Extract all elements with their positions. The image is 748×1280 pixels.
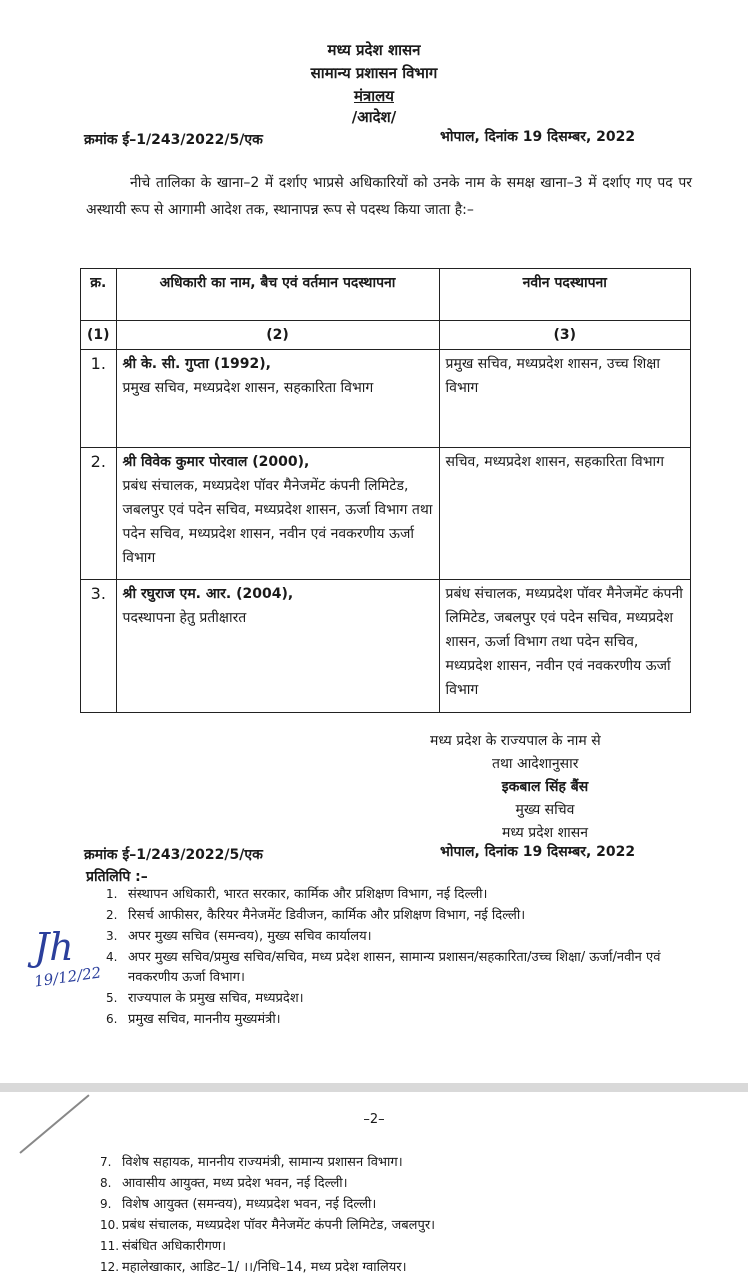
col-number: (3): [439, 321, 690, 350]
col-header-new-posting: नवीन पदस्थापना: [439, 269, 690, 321]
header-ministry: मंत्रालय: [353, 87, 394, 105]
signatory-name: इकबाल सिंह बैंस: [501, 779, 589, 795]
posting-table: [80, 268, 691, 713]
list-item: 1. संस्थापन अधिकारी, भारत सरकार, कार्मिक और प्रशिक्षण विभाग, नई दिल्ली।: [106, 887, 488, 902]
list-item: 5. राज्यपाल के प्रमुख सचिव, मध्यप्रदेश।: [106, 991, 304, 1006]
document-page-2: [0, 1092, 748, 1280]
list-item: 2. रिसर्च आफीसर, कैरियर मैनेजमेंट डिवीजन, कार्मिक और प्रशिक्षण विभाग, नई दिल्ली।: [106, 908, 526, 923]
copy-place-date: भोपाल, दिनांक 19 दिसम्बर, 2022: [440, 844, 636, 860]
col-header-officer: अधिकारी का नाम, बैच एवं वर्तमान पदस्थापना: [116, 269, 439, 321]
list-item: 11. संबंधित अधिकारीगण।: [100, 1239, 227, 1254]
row-serial: 2.: [81, 448, 117, 580]
list-item: 7. विशेष सहायक, माननीय राज्यमंत्री, सामान्य प्रशासन विभाग।: [100, 1155, 403, 1170]
current-posting: प्रमुख सचिव, मध्यप्रदेश शासन, सहकारिता विभाग: [122, 380, 374, 396]
place-date: भोपाल, दिनांक 19 दिसम्बर, 2022: [440, 129, 636, 145]
current-posting: प्रबंध संचालक, मध्यप्रदेश पॉवर मैनेजमेंट कंपनी लिमिटेड, जबलपुर एवं पदेन सचिव, मध्यप्रदेश शासन, ऊर्जा विभाग तथा पदेन सचिव, मध्यप्रदेश शासन, नवीन एवं नवकरणीय ऊर्जा विभाग: [122, 478, 433, 566]
signatory-designation: मुख्य सचिव: [515, 802, 575, 818]
header-order: /आदेश/: [351, 108, 397, 126]
list-item: 12. महालेखाकार, आडिट–1/ ।।/निधि–14, मध्य प्रदेश ग्वालियर।: [100, 1260, 407, 1275]
handwritten-initial: Jh: [34, 925, 74, 969]
row-serial: 1.: [81, 350, 117, 448]
new-posting: प्रबंध संचालक, मध्यप्रदेश पॉवर मैनेजमेंट कंपनी लिमिटेड, जबलपुर एवं पदेन सचिव, मध्यप्रदेश शासन, ऊर्जा विभाग तथा पदेन सचिव, मध्यप्रदेश शासन, नवीन एवं नवकरणीय ऊर्जा विभाग: [439, 580, 690, 713]
list-item: 6. प्रमुख सचिव, माननीय मुख्यमंत्री।: [106, 1012, 281, 1027]
signature-line1: मध्य प्रदेश के राज्यपाल के नाम से: [430, 733, 601, 749]
signatory-office: मध्य प्रदेश शासन: [502, 825, 588, 841]
page-number: –2–: [363, 1112, 385, 1127]
officer-name: श्री के. सी. गुप्ता (1992),: [122, 356, 271, 372]
header-government: मध्य प्रदेश शासन: [327, 41, 421, 59]
handwritten-date: 19/12/22: [33, 963, 103, 991]
list-item: 3. अपर मुख्य सचिव (समन्वय), मुख्य सचिव कार्यालय।: [106, 929, 372, 944]
signature-line2: तथा आदेशानुसार: [492, 756, 579, 772]
officer-name: श्री रघुराज एम. आर. (2004),: [122, 586, 294, 602]
col-number: (2): [116, 321, 439, 350]
table-row: [81, 350, 691, 448]
row-serial: 3.: [81, 580, 117, 713]
reference-number: क्रमांक ई–1/243/2022/5/एक: [84, 132, 263, 148]
col-number: (1): [81, 321, 117, 350]
signature-block: [400, 730, 690, 845]
new-posting: प्रमुख सचिव, मध्यप्रदेश शासन, उच्च शिक्षा विभाग: [439, 350, 690, 448]
list-item: 8. आवासीय आयुक्त, मध्य प्रदेश भवन, नई दिल्ली।: [100, 1176, 348, 1191]
current-posting: पदस्थापना हेतु प्रतीक्षारत: [122, 610, 247, 626]
list-item: 10. प्रबंध संचालक, मध्यप्रदेश पॉवर मैनेजमेंट कंपनी लिमिटेड, जबलपुर।: [100, 1218, 436, 1233]
copy-reference-number: क्रमांक ई–1/243/2022/5/एक: [84, 847, 263, 863]
new-posting: सचिव, मध्यप्रदेश शासन, सहकारिता विभाग: [439, 448, 690, 580]
list-item: 4. अपर मुख्य सचिव/प्रमुख सचिव/सचिव, मध्य प्रदेश शासन, सामान्य प्रशासन/सहकारिता/उच्च शिक्षा/ ऊर्जा/नवीन एवं नवकरणीय ऊर्जा विभाग।: [106, 950, 661, 985]
table-row: [81, 448, 691, 580]
copy-list: [106, 884, 696, 1030]
table-row: [81, 580, 691, 713]
intro-paragraph: नीचे तालिका के खाना–2 में दर्शाए भाप्रसे अधिकारियों को उनके नाम के समक्ष खाना–3 में दर्शाए गए पद पर अस्थायी रूप से आगामी आदेश तक, स्थानापन्न रूप से पदस्थ किया जाता है:–: [86, 175, 692, 218]
col-header-serial: क्र.: [81, 269, 117, 321]
copy-label: प्रतिलिपि :–: [86, 869, 148, 885]
header-department: सामान्य प्रशासन विभाग: [310, 64, 438, 82]
copy-list-continued: [100, 1152, 700, 1278]
list-item: 9. विशेष आयुक्त (समन्वय), मध्यप्रदेश भवन, नई दिल्ली।: [100, 1197, 377, 1212]
officer-name: श्री विवेक कुमार पोरवाल (2000),: [122, 454, 310, 470]
